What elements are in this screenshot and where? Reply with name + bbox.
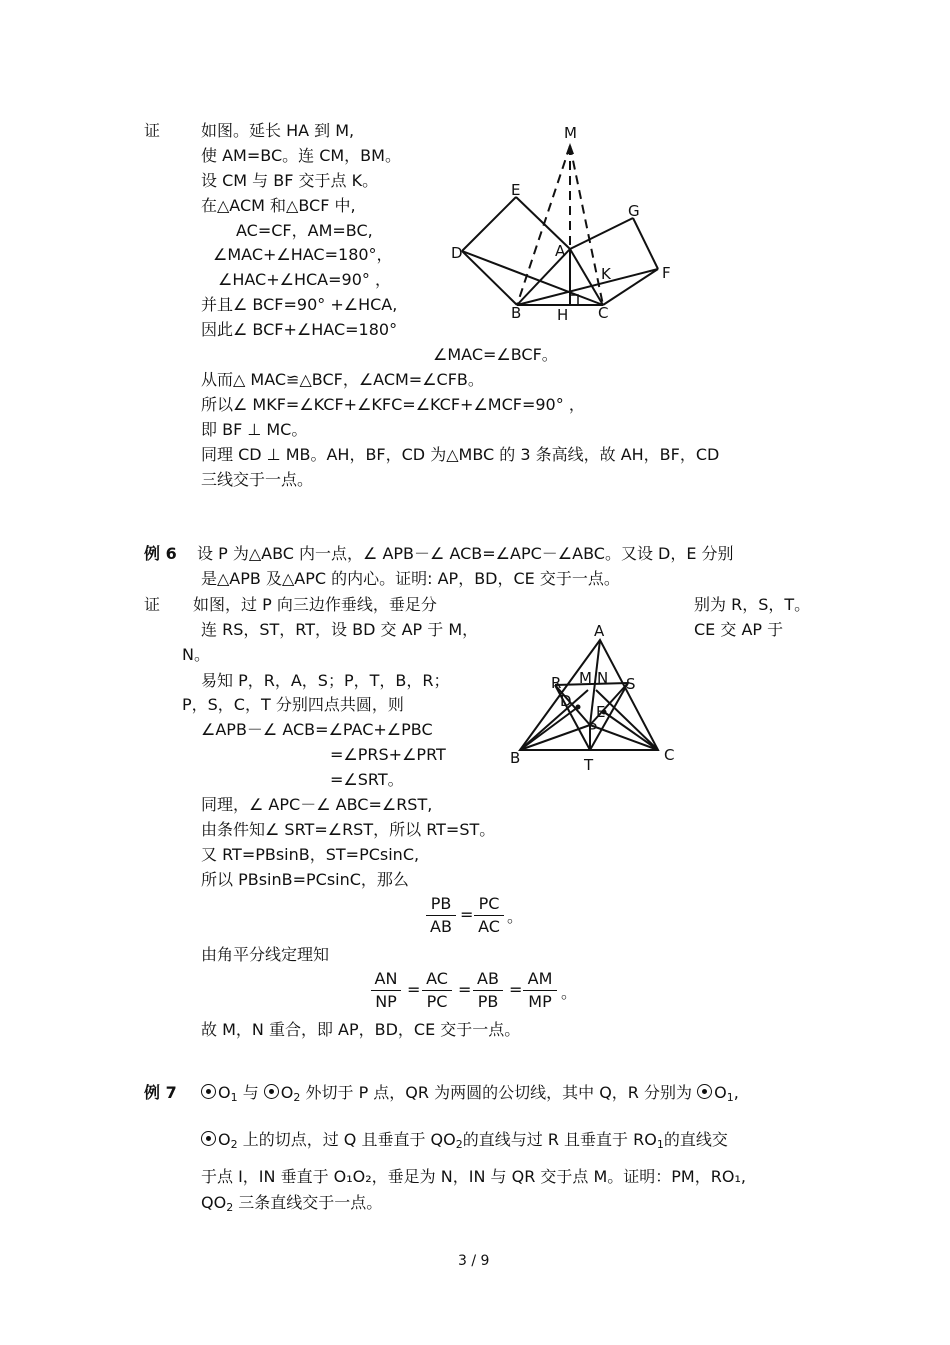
numerator: PC [474,893,504,916]
label-c: C [664,746,675,764]
segment-de [462,197,516,251]
label-m: M [564,124,577,142]
numerator: AN [371,968,401,991]
fraction [523,968,557,1013]
label-f: F [662,264,671,282]
problem-line: 设 P 为△ABC 内一点，∠ APB－∠ ACB=∠APC－∠ABC。又设 D，E 分别 [197,544,734,563]
circle-dot-icon [201,1084,216,1099]
proof-line: 因此∠ BCF+∠HAC=180° [201,320,398,339]
label-h: H [557,306,569,324]
numerator: AB [473,968,503,991]
numerator: AM [523,968,557,991]
proof-line: N。 [182,645,210,664]
label-p: P [588,720,598,738]
proof-line: ∠HAC+∠HCA=90° ， [218,270,391,289]
circle-dot-icon [264,1084,279,1099]
label-b: B [510,749,521,767]
geometry-figure-1 [440,118,690,333]
equals-sign: = [407,980,421,999]
proof-line: =∠PRS+∠PRT [330,745,446,764]
proof-line: CE 交 AP 于 [694,620,784,639]
proof-line: 即 BF ⊥ MC。 [201,420,308,439]
segment-ce-ext [604,712,658,750]
label-t: T [584,756,594,774]
label-s: S [626,675,636,693]
segment-ac [570,249,603,305]
proof-line: 使 AM=BC。连 CM，BM。 [201,146,401,165]
proof-line: 如图。延长 HA 到 M, [201,121,355,140]
proof-line: 所以 PBsinB=PCsinC，那么 [201,870,409,889]
proof-label: 证 [144,595,161,614]
example-label: 例 7 [144,1083,177,1102]
page-number: 3 / 9 [458,1253,490,1269]
equals-sign: = [458,980,472,999]
equals-sign: = [509,980,523,999]
label-r: R [551,674,562,692]
segment-bd [520,690,588,750]
problem-line: 是△APB 及△APC 的内心。证明: AP，BD，CE 交于一点。 [201,569,620,588]
label-d: D [451,244,463,262]
denominator: AB [430,917,452,936]
segment-bd [462,251,517,305]
label-k: K [601,265,611,283]
point-d [576,705,581,710]
example-label: 例 6 [144,544,177,563]
proof-line: 同理 CD ⊥ MB。AH，BF，CD 为△MBC 的 3 条高线，故 AH，BF，CD [201,445,720,464]
proof-line: 由条件知∠ SRT=∠RST，所以 RT=ST。 [201,820,496,839]
proof-line: ∠MAC=∠BCF。 [433,345,558,364]
problem-line: $O_1$ 与 $O_2$ 外切于 P 点，QR 为两圆的公切线，其中 Q，R 分别为 $O_1$, [201,1083,739,1108]
proof-line: 同理，∠ APC－∠ ABC=∠RST, [201,795,433,814]
label-n: N [597,669,609,687]
numerator: AC [422,968,452,991]
proof-line: =∠SRT。 [330,770,404,789]
segment-cd [462,251,603,305]
proof-line: 如图，过 P 向三边作垂线，垂足分 [193,595,437,614]
denominator: PC [426,992,448,1011]
proof-line: 连 RS，ST，RT，设 BD 交 AP 于 M， [201,620,479,639]
fraction [474,893,504,938]
label-a: A [555,242,566,260]
circle-dot-icon [697,1084,712,1099]
circle-dot-icon [201,1131,216,1146]
denominator: MP [528,992,552,1011]
segment-cm [570,146,603,305]
proof-line: 所以∠ MKF=∠KCF+∠KFC=∠KCF+∠MCF=90° ， [201,395,585,414]
label-e: E [511,181,521,199]
denominator: PB [477,992,499,1011]
segment-fg [633,218,658,269]
problem-line: 于点 I，IN 垂直于 O₁O₂，垂足为 N，IN 与 QR 交于点 M。证明：PM，RO₁, [201,1167,746,1186]
proof-line: 在△ACM 和△BCF 中, [201,196,356,215]
label-m: M [579,669,592,687]
numerator: PB [426,893,456,916]
fraction [426,893,456,938]
segment-ga [570,218,633,249]
segment-cf [603,269,658,305]
proof-line: 并且∠ BCF=90° +∠HCA, [201,295,398,314]
denominator: AC [478,917,500,936]
proof-line: 故 M，N 重合，即 AP，BD，CE 交于一点。 [201,1020,521,1039]
denominator: NP [375,992,397,1011]
proof-line: 易知 P，R，A，S；P，T，B，R； [201,671,450,690]
label-c: C [598,304,609,322]
proof-line: 别为 R，S，T。 [694,595,811,614]
problem-line: $QO_2$ 三条直线交于一点。 [201,1193,383,1214]
label-a: A [594,622,605,640]
label-e: E [596,703,606,721]
proof-line: 又 RT=PBsinB，ST=PCsinC, [201,845,420,864]
problem-line: $O_2$ 上的切点，过 Q 且垂直于 $QO_2$的直线与过 R 且垂直于 $RO_1$的直线交 [201,1130,728,1155]
period: 。 [561,983,578,1002]
proof-line: P，S，C，T 分别四点共圆，则 [182,695,404,714]
equals-sign: = [460,905,474,924]
label-g: G [628,202,640,220]
right-angle-mark [570,295,578,305]
geometry-figure-2 [500,620,700,780]
fraction [473,968,503,1013]
proof-line: 由角平分线定理知 [201,945,330,964]
proof-label: 证 [144,121,161,140]
proof-line: ∠APB－∠ ACB=∠PAC+∠PBC [201,720,433,739]
fraction [422,968,452,1013]
proof-line: AC=CF，AM=BC, [236,221,373,240]
fraction [371,968,401,1013]
label-d: D [560,692,572,710]
period: 。 [507,907,524,926]
label-b: B [511,304,522,322]
proof-line: ∠MAC+∠HAC=180°， [213,245,393,264]
proof-line: 三线交于一点。 [201,470,314,489]
proof-line: 从而△ MAC≌△BCF，∠ACM=∠CFB。 [201,370,484,389]
segment-bd-ext [520,707,578,750]
arrowhead [566,143,574,154]
proof-line: 设 CM 与 BF 交于点 K。 [201,171,379,190]
